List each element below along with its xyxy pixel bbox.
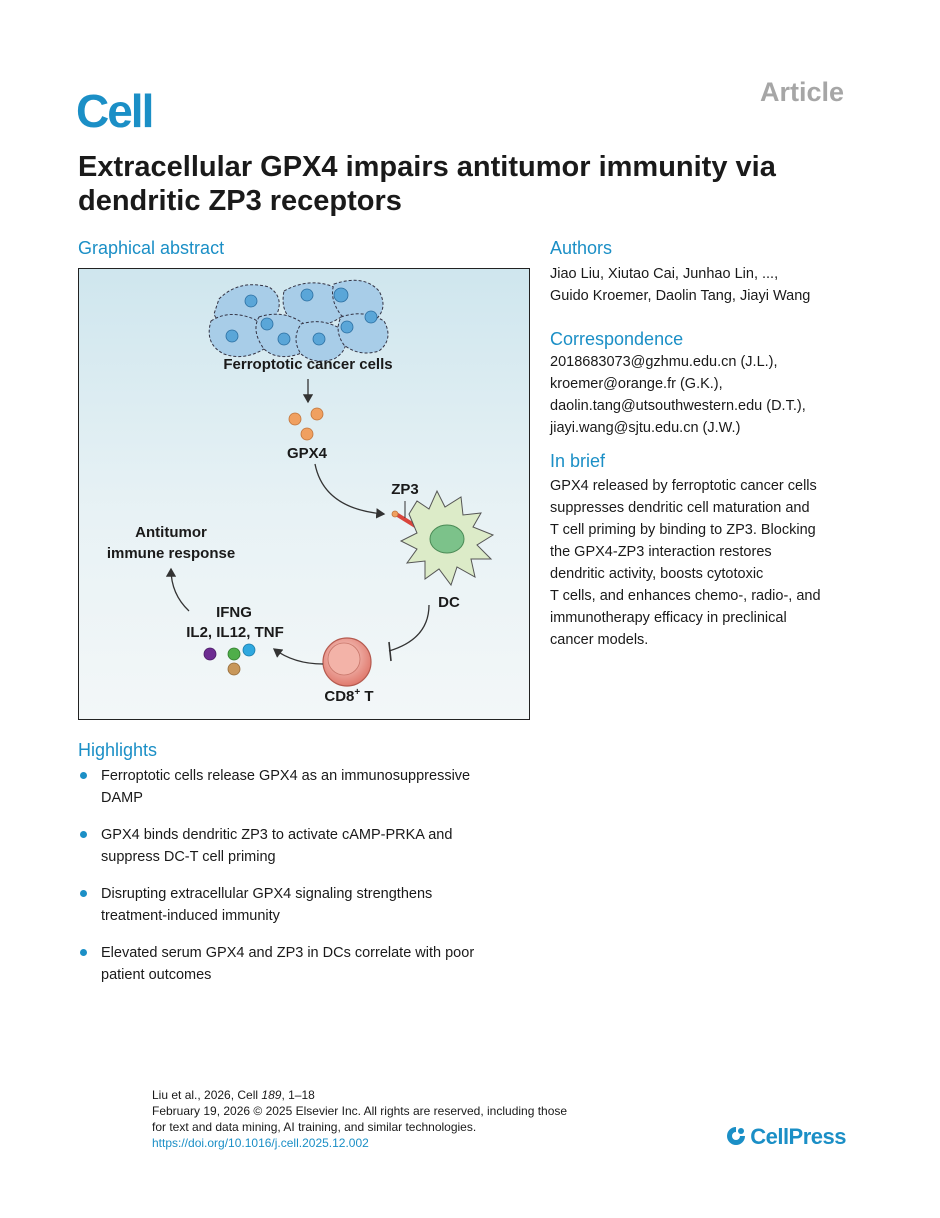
gpx4-bound xyxy=(392,511,398,517)
correspondence-heading: Correspondence xyxy=(550,329,684,349)
journal-logo: Cell xyxy=(76,85,153,137)
graphical-abstract-heading: Graphical abstract xyxy=(78,238,225,258)
cd8-t-cell-nucleus xyxy=(328,643,360,675)
doi-link[interactable]: https://doi.org/10.1016/j.cell.2025.12.002 xyxy=(152,1136,369,1150)
authors-list xyxy=(550,263,870,307)
highlights-list xyxy=(78,765,538,1001)
highlight-text: treatment-induced immunity xyxy=(101,908,280,924)
label-dc: DC xyxy=(438,594,460,611)
highlight-item xyxy=(78,883,538,927)
citation-line: Liu et al., 2026, Cell 189, 1–18 xyxy=(152,1088,315,1102)
highlight-item xyxy=(78,765,538,809)
label-antitumor-line1: Antitumor xyxy=(135,524,207,541)
highlight-text: Ferroptotic cells release GPX4 as an immunosuppressive xyxy=(101,768,471,784)
label-cytokines: IL2, IL12, TNF xyxy=(186,624,284,641)
dendritic-cell-nucleus xyxy=(430,525,464,553)
copyright-line-2: for text and data mining, AI training, and similar technologies. xyxy=(152,1120,477,1134)
in-brief-heading: In brief xyxy=(550,451,606,471)
highlights-heading: Highlights xyxy=(78,740,158,760)
authors-heading: Authors xyxy=(550,238,613,258)
label-cd8-t: CD8+ T xyxy=(324,687,374,705)
correspondence-email[interactable]: jiayi.wang@sjtu.edu.cn (J.W.) xyxy=(550,420,741,436)
in-brief-line: the GPX4-ZP3 interaction restores xyxy=(550,544,772,560)
highlight-item xyxy=(78,824,538,868)
authors-line-1: Jiao Liu, Xiutao Cai, Junhao Lin, ..., xyxy=(550,266,779,282)
label-zp3: ZP3 xyxy=(391,481,419,498)
cellpress-logo xyxy=(725,1124,846,1153)
in-brief-line: cancer models. xyxy=(550,632,649,648)
label-ferroptotic-cancer-cells: Ferroptotic cancer cells xyxy=(223,356,393,373)
label-antitumor-line2: immune response xyxy=(106,545,236,562)
authors-line-2: Guido Kroemer, Daolin Tang, Jiayi Wang xyxy=(550,288,811,304)
highlight-text: DAMP xyxy=(101,790,143,806)
graphical-abstract-figure xyxy=(78,268,530,720)
in-brief-line: T cell priming by binding to ZP3. Blocking xyxy=(550,522,816,538)
highlight-text: patient outcomes xyxy=(101,967,212,983)
in-brief-line: dendritic activity, boosts cytotoxic xyxy=(550,566,764,582)
bullet-icon xyxy=(80,949,87,956)
in-brief-line: immunotherapy efficacy in preclinical xyxy=(550,610,787,626)
cellpress-text: CellPress xyxy=(750,1124,846,1149)
in-brief-line: T cells, and enhances chemo-, radio-, and xyxy=(550,588,821,604)
highlight-text: Disrupting extracellular GPX4 signaling strengthens xyxy=(101,886,433,902)
graphical-abstract-svg xyxy=(79,269,529,719)
correspondence-email[interactable]: 2018683073@gzhmu.edu.cn (J.L.), xyxy=(550,354,778,370)
cancer-cell-cluster xyxy=(209,280,388,361)
article-title: Extracellular GPX4 impairs antitumor immunity via dendritic ZP3 receptors xyxy=(78,151,776,217)
label-gpx4: GPX4 xyxy=(286,445,328,462)
in-brief-line: suppresses dendritic cell maturation and xyxy=(550,500,810,516)
cellpress-icon xyxy=(725,1125,747,1153)
in-brief-text xyxy=(550,475,870,651)
correspondence-list xyxy=(550,351,870,439)
highlight-text: Elevated serum GPX4 and ZP3 in DCs correlate with poor xyxy=(101,945,475,961)
label-ifng: IFNG xyxy=(216,604,252,621)
correspondence-email[interactable]: daolin.tang@utsouthwestern.edu (D.T.), xyxy=(550,398,806,414)
copyright-line: February 19, 2026 © 2025 Elsevier Inc. All rights are reserved, including those xyxy=(152,1104,568,1118)
bullet-icon xyxy=(80,831,87,838)
bullet-icon xyxy=(80,890,87,897)
highlight-text: GPX4 binds dendritic ZP3 to activate cAMP-PRKA and xyxy=(101,827,453,843)
article-type-label: Article xyxy=(759,77,844,107)
correspondence-email[interactable]: kroemer@orange.fr (G.K.), xyxy=(550,376,723,392)
highlight-item xyxy=(78,942,538,986)
bullet-icon xyxy=(80,772,87,779)
highlight-text: suppress DC-T cell priming xyxy=(101,849,276,865)
in-brief-line: GPX4 released by ferroptotic cancer cells xyxy=(550,478,817,494)
